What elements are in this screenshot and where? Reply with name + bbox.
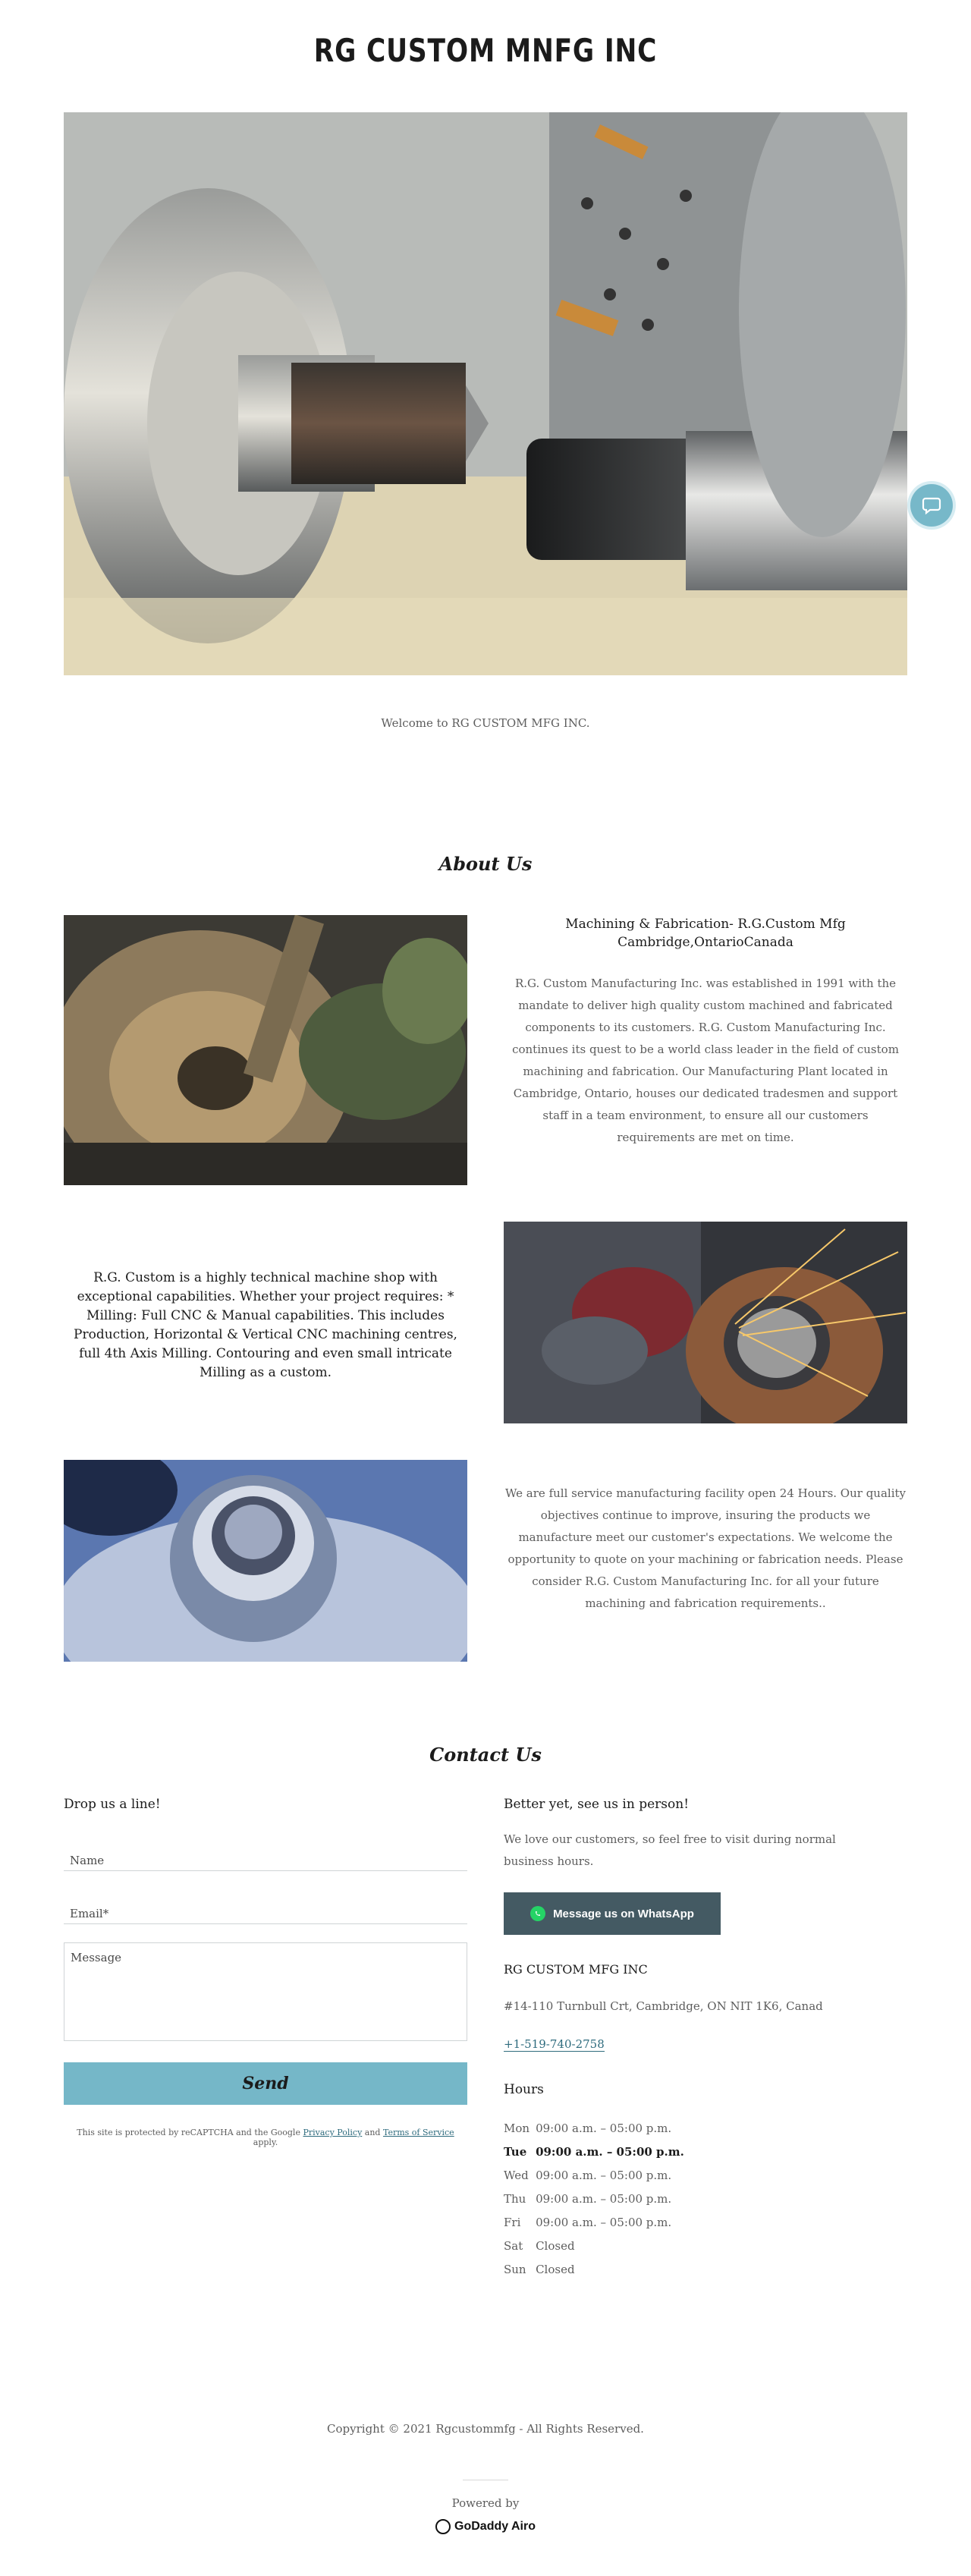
about-block-1 xyxy=(504,915,907,1149)
hours-time: 09:00 a.m. – 05:00 p.m. xyxy=(536,2122,672,2135)
email-input[interactable] xyxy=(64,1892,467,1923)
recaptcha-and: and xyxy=(364,2128,381,2137)
hero-image xyxy=(64,112,907,675)
business-name: RG CUSTOM MFG INC xyxy=(504,1962,648,1977)
whatsapp-icon xyxy=(530,1906,545,1921)
hours-time: 09:00 a.m. – 05:00 p.m. xyxy=(536,2216,672,2229)
site-title: RG CUSTOM MNFG INC xyxy=(313,32,658,69)
contact-form xyxy=(64,1797,467,2147)
hours-day: Sun xyxy=(504,2263,526,2276)
hero-caption: Welcome to RG CUSTOM MFG INC. xyxy=(381,716,590,730)
about-subtitle: Machining & Fabrication- R.G.Custom Mfg Cambridge,OntarioCanada xyxy=(565,917,846,950)
hours-day: Fri xyxy=(504,2216,521,2229)
hours-day: Wed xyxy=(504,2169,529,2182)
email-field[interactable] xyxy=(64,1892,467,1924)
phone-link[interactable]: +1-519-740-2758 xyxy=(504,2037,605,2051)
godaddy-logo-icon xyxy=(435,2519,451,2534)
terms-of-service-link[interactable]: Terms of Service xyxy=(382,2128,454,2137)
hours-day: Mon xyxy=(504,2122,530,2135)
about-image-machined-part xyxy=(64,1460,467,1662)
privacy-policy-link[interactable]: Privacy Policy xyxy=(303,2128,363,2137)
send-button[interactable]: Send xyxy=(64,2062,467,2105)
name-label: Name xyxy=(70,1854,105,1867)
form-title: Drop us a line! xyxy=(64,1797,161,1812)
hours-day: Thu xyxy=(504,2192,526,2206)
recaptcha-suffix: apply. xyxy=(253,2137,278,2147)
contact-heading: Contact Us xyxy=(429,1744,542,1766)
about-image-drilling xyxy=(64,915,467,1185)
chat-widget-button[interactable] xyxy=(910,484,953,527)
whatsapp-button[interactable] xyxy=(504,1892,721,1935)
about-image-welding xyxy=(504,1222,907,1423)
godaddy-brand-text: GoDaddy Airo xyxy=(454,2520,536,2533)
hours-row-today xyxy=(504,2140,690,2164)
recaptcha-text: This site is protected by reCAPTCHA and the Google xyxy=(77,2128,300,2137)
recaptcha-notice xyxy=(64,2128,467,2147)
info-title: Better yet, see us in person! xyxy=(504,1797,690,1812)
hours-day: Sat xyxy=(504,2239,523,2253)
hours-day: Tue xyxy=(504,2145,527,2159)
hours-row xyxy=(504,2164,690,2188)
business-address: #14-110 Turnbull Crt, Cambridge, ON NIT 1K6, Canad xyxy=(504,1999,823,2013)
footer-copyright: Copyright © 2021 Rgcustommfg - All Rights Reserved. xyxy=(327,2422,644,2436)
message-textarea[interactable] xyxy=(64,1943,467,2040)
about-block-3 xyxy=(504,1483,907,1615)
hours-row xyxy=(504,2117,690,2140)
hours-time: 09:00 a.m. – 05:00 p.m. xyxy=(536,2192,672,2206)
hours-row xyxy=(504,2211,690,2235)
about-heading: About Us xyxy=(438,853,533,875)
powered-by-text: Powered by xyxy=(451,2496,520,2510)
email-label: Email* xyxy=(70,1907,109,1920)
about-block-2 xyxy=(64,1269,467,1382)
godaddy-airo-logo[interactable] xyxy=(0,2519,971,2534)
hours-row xyxy=(504,2235,690,2258)
hours-title: Hours xyxy=(504,2082,544,2097)
hours-table xyxy=(504,2117,690,2282)
info-description: We love our customers, so feel free to visit during normal business hours. xyxy=(504,1832,836,1868)
whatsapp-label: Message us on WhatsApp xyxy=(553,1907,694,1920)
about-paragraph-3: We are full service manufacturing facility open 24 Hours. Our quality objectives continue to improve, insuring the products we manufacture meet our customer's expectations. We welcome the opportunity to quote on your machining or fabrication needs. Please consider R.G. Custom Manufacturing Inc. for all your future machining and fabrication requirements.. xyxy=(504,1486,907,1610)
hours-time: 09:00 a.m. – 05:00 p.m. xyxy=(536,2169,672,2182)
message-field[interactable] xyxy=(64,1942,467,2041)
about-paragraph-1: R.G. Custom Manufacturing Inc. was established in 1991 with the mandate to deliver high quality custom machined and fabricated components to its customers. R.G. Custom Manufacturing Inc. continues its quest to be a world class leader in the field of custom machining and fabrication. Our Manufacturing Plant located in Cambridge, Ontario, houses our dedicated tradesmen and support staff in a team environment, to ensure all our customers requirements are met on time. xyxy=(512,977,899,1144)
hours-time: 09:00 a.m. – 05:00 p.m. xyxy=(536,2145,684,2159)
message-label: Message xyxy=(71,1951,122,1964)
hours-row xyxy=(504,2188,690,2211)
hours-time: Closed xyxy=(536,2239,575,2253)
about-paragraph-2: R.G. Custom is a highly technical machine shop with exceptional capabilities. Whether your project requires: * Milling: Full CNC & Manual capabilities. This includes Production, Horizontal & Vertical CNC machining centres, full 4th Axis Milling. Contouring and even small intricate Milling as a custom. xyxy=(74,1270,457,1380)
hours-row xyxy=(504,2258,690,2282)
contact-info xyxy=(504,1797,907,2282)
hours-time: Closed xyxy=(536,2263,575,2276)
name-input[interactable] xyxy=(64,1839,467,1870)
name-field[interactable] xyxy=(64,1839,467,1871)
chat-bubble-icon xyxy=(921,495,942,516)
